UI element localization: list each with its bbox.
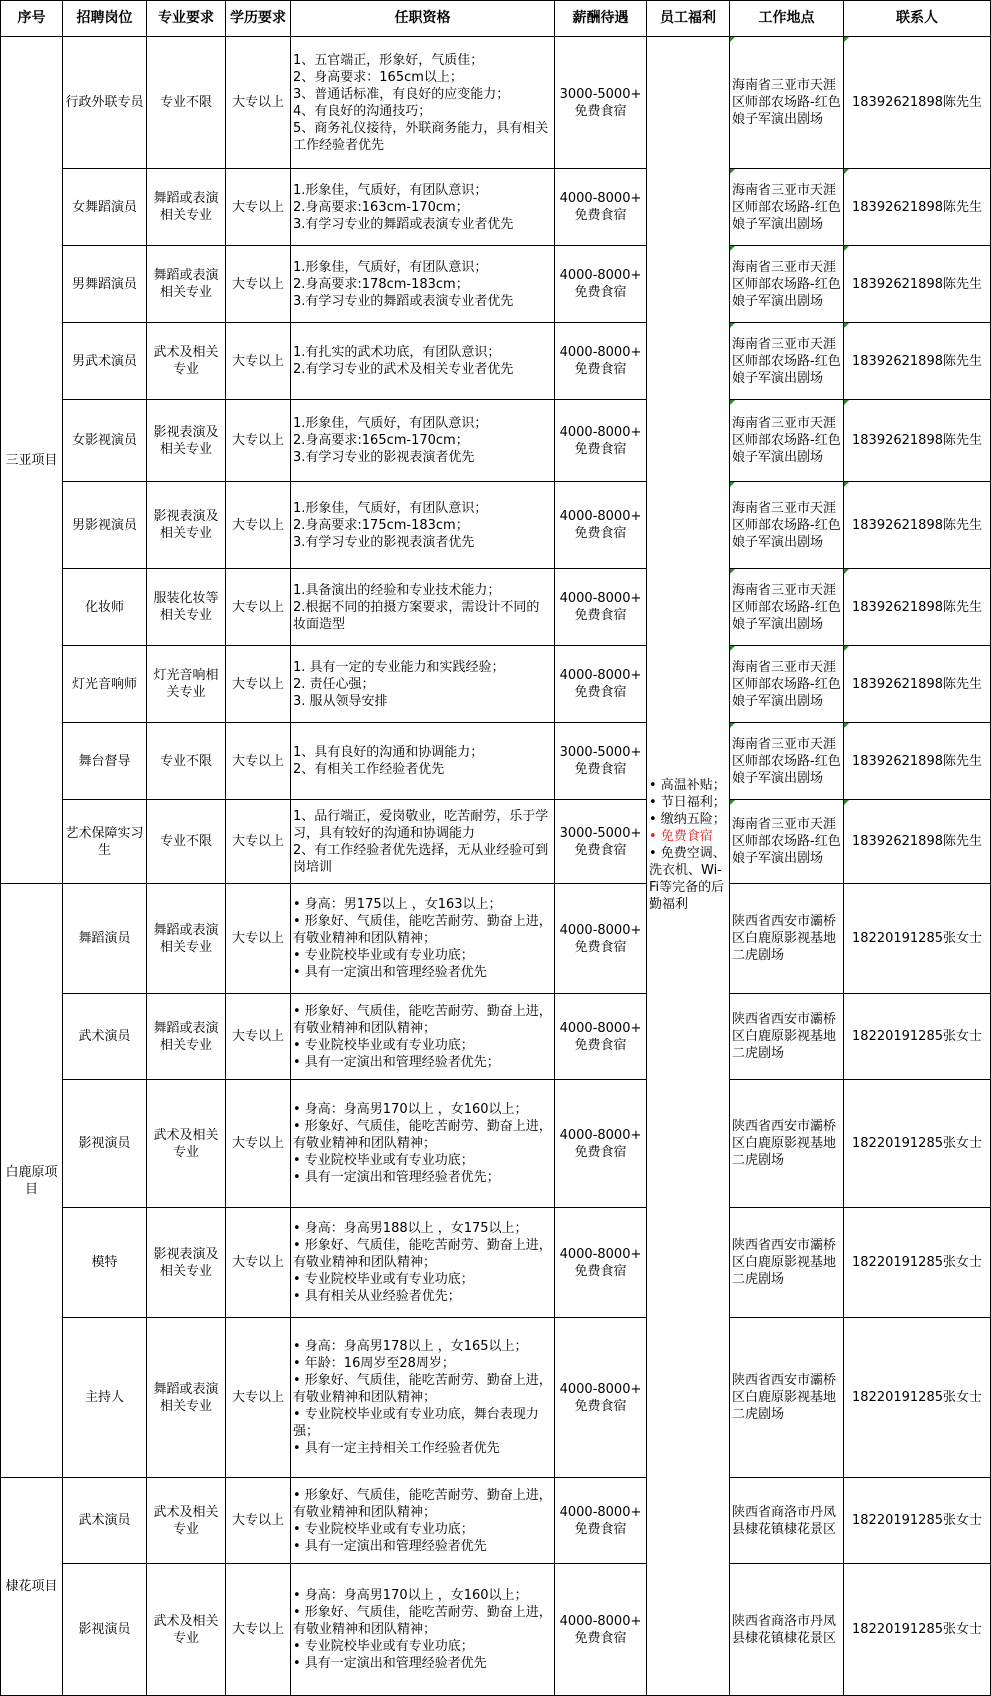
position-cell: 女舞蹈演员 [63, 169, 147, 246]
table-row [1, 1318, 991, 1478]
contact-cell: 18392621898陈先生 [844, 646, 991, 723]
education-cell: 大专以上 [226, 323, 291, 400]
location-cell: 海南省三亚市天涯区师部农场路-红色娘子军演出剧场 [730, 400, 844, 482]
contact-cell: 18220191285张女士 [844, 1564, 991, 1696]
salary-cell: 4000-8000+ 免费食宿 [555, 1478, 647, 1564]
table-row [1, 569, 991, 646]
requirements-cell: 1.形象佳，气质好，有团队意识； 2.身高要求:178cm-183cm； 3.有学习专业的舞蹈或表演专业者优先 [291, 246, 555, 323]
location-cell: 陕西省西安市灞桥区白鹿原影视基地二虎剧场 [730, 884, 844, 994]
group-name-cell: 棣花项目 [1, 1478, 63, 1696]
header-position: 招聘岗位 [63, 1, 147, 37]
table-row [1, 482, 991, 569]
location-cell: 陕西省西安市灞桥区白鹿原影视基地二虎剧场 [730, 1208, 844, 1318]
requirements-cell: • 身高：身高男170以上 ，女160以上； • 形象好、气质佳，能吃苦耐劳、勤奋上进，有敬业精神和团队精神； • 专业院校毕业或有专业功底； • 具有一定演出和管理经验者优先； [291, 1080, 555, 1208]
salary-cell: 4000-8000+ 免费食宿 [555, 169, 647, 246]
education-cell: 大专以上 [226, 169, 291, 246]
salary-cell: 4000-8000+ 免费食宿 [555, 1080, 647, 1208]
education-cell: 大专以上 [226, 994, 291, 1080]
location-cell: 海南省三亚市天涯区师部农场路-红色娘子军演出剧场 [730, 800, 844, 884]
location-cell: 陕西省西安市灞桥区白鹿原影视基地二虎剧场 [730, 1318, 844, 1478]
position-cell: 行政外联专员 [63, 37, 147, 169]
contact-cell: 18392621898陈先生 [844, 800, 991, 884]
contact-cell: 18220191285张女士 [844, 1318, 991, 1478]
position-cell: 武术演员 [63, 1478, 147, 1564]
salary-cell: 4000-8000+ 免费食宿 [555, 646, 647, 723]
education-cell: 大专以上 [226, 400, 291, 482]
requirements-cell: 1.有扎实的武术功底，有团队意识； 2.有学习专业的武术及相关专业者优先 [291, 323, 555, 400]
major-cell: 舞蹈或表演相关专业 [147, 246, 226, 323]
header-major: 专业要求 [147, 1, 226, 37]
table-row [1, 994, 991, 1080]
table-row [1, 323, 991, 400]
salary-cell: 4000-8000+ 免费食宿 [555, 246, 647, 323]
requirements-cell: • 形象好、气质佳，能吃苦耐劳、勤奋上进，有敬业精神和团队精神； • 专业院校毕业或有专业功底； • 具有一定演出和管理经验者优先 [291, 1478, 555, 1564]
salary-cell: 4000-8000+ 免费食宿 [555, 400, 647, 482]
education-cell: 大专以上 [226, 37, 291, 169]
location-cell: 海南省三亚市天涯区师部农场路-红色娘子军演出剧场 [730, 323, 844, 400]
header-education: 学历要求 [226, 1, 291, 37]
major-cell: 舞蹈或表演相关专业 [147, 1318, 226, 1478]
table-row [1, 1208, 991, 1318]
requirements-cell: • 形象好、气质佳，能吃苦耐劳、勤奋上进，有敬业精神和团队精神； • 专业院校毕业或有专业功底； • 具有一定演出和管理经验者优先； [291, 994, 555, 1080]
major-cell: 影视表演及相关专业 [147, 1208, 226, 1318]
major-cell: 武术及相关专业 [147, 1080, 226, 1208]
location-cell: 海南省三亚市天涯区师部农场路-红色娘子军演出剧场 [730, 569, 844, 646]
location-cell: 海南省三亚市天涯区师部农场路-红色娘子军演出剧场 [730, 169, 844, 246]
requirements-cell: 1.具备演出的经验和专业技术能力； 2.根据不同的拍摄方案要求，需设计不同的妆面造型 [291, 569, 555, 646]
table-body [1, 37, 991, 1696]
position-cell: 武术演员 [63, 994, 147, 1080]
benefits-cell [647, 37, 730, 1696]
contact-cell: 18220191285张女士 [844, 994, 991, 1080]
education-cell: 大专以上 [226, 1478, 291, 1564]
table-row [1, 37, 991, 169]
header-location: 工作地点 [730, 1, 844, 37]
table-row [1, 800, 991, 884]
requirements-cell: 1、五官端正，形象好，气质佳； 2、身高要求：165cm以上； 3、普通话标准，有良好的应变能力； 4、有良好的沟通技巧； 5、商务礼仪接待，外联商务能力，具有相关工作经验者优先 [291, 37, 555, 169]
major-cell: 服装化妆等相关专业 [147, 569, 226, 646]
salary-cell: 3000-5000+ 免费食宿 [555, 800, 647, 884]
contact-cell: 18392621898陈先生 [844, 323, 991, 400]
major-cell: 武术及相关专业 [147, 323, 226, 400]
requirements-cell: 1、品行端正，爱岗敬业，吃苦耐劳，乐于学习，具有较好的沟通和协调能力 2、有工作经验者优先选择，无从业经验可到岗培训 [291, 800, 555, 884]
position-cell: 主持人 [63, 1318, 147, 1478]
requirements-cell: 1.形象佳，气质好，有团队意识； 2.身高要求:175cm-183cm； 3.有学习专业的影视表演者优先 [291, 482, 555, 569]
position-cell: 女影视演员 [63, 400, 147, 482]
major-cell: 灯光音响相关专业 [147, 646, 226, 723]
benefits-text: • 高温补贴； • 节日福利； • 缴纳五险； [649, 778, 726, 827]
requirements-cell: • 身高：男175以上 ，女163以上； • 形象好、气质佳，能吃苦耐劳、勤奋上进，有敬业精神和团队精神； • 专业院校毕业或有专业功底； • 具有一定演出和管理经验者优先 [291, 884, 555, 994]
major-cell: 影视表演及相关专业 [147, 482, 226, 569]
education-cell: 大专以上 [226, 646, 291, 723]
contact-cell: 18220191285张女士 [844, 1478, 991, 1564]
education-cell: 大专以上 [226, 1080, 291, 1208]
position-cell: 模特 [63, 1208, 147, 1318]
header-contact: 联系人 [844, 1, 991, 37]
location-cell: 海南省三亚市天涯区师部农场路-红色娘子军演出剧场 [730, 246, 844, 323]
table-row [1, 1478, 991, 1564]
location-cell: 陕西省商洛市丹凤县棣花镇棣花景区 [730, 1564, 844, 1696]
major-cell: 舞蹈或表演相关专业 [147, 994, 226, 1080]
contact-cell: 18392621898陈先生 [844, 37, 991, 169]
location-cell: 海南省三亚市天涯区师部农场路-红色娘子军演出剧场 [730, 646, 844, 723]
location-cell: 陕西省西安市灞桥区白鹿原影视基地二虎剧场 [730, 1080, 844, 1208]
education-cell: 大专以上 [226, 723, 291, 800]
location-cell: 海南省三亚市天涯区师部农场路-红色娘子军演出剧场 [730, 482, 844, 569]
requirements-cell: 1. 具有一定的专业能力和实践经验； 2. 责任心强； 3. 服从领导安排 [291, 646, 555, 723]
header-row [1, 1, 991, 37]
salary-cell: 4000-8000+ 免费食宿 [555, 994, 647, 1080]
contact-cell: 18392621898陈先生 [844, 569, 991, 646]
position-cell: 舞台督导 [63, 723, 147, 800]
requirements-cell: 1.形象佳，气质好，有团队意识； 2.身高要求:165cm-170cm； 3.有学习专业的影视表演者优先 [291, 400, 555, 482]
major-cell: 武术及相关专业 [147, 1478, 226, 1564]
major-cell: 影视表演及相关专业 [147, 400, 226, 482]
position-cell: 舞蹈演员 [63, 884, 147, 994]
contact-cell: 18220191285张女士 [844, 1208, 991, 1318]
education-cell: 大专以上 [226, 1208, 291, 1318]
salary-cell: 4000-8000+ 免费食宿 [555, 1208, 647, 1318]
contact-cell: 18392621898陈先生 [844, 723, 991, 800]
education-cell: 大专以上 [226, 482, 291, 569]
contact-cell: 18392621898陈先生 [844, 246, 991, 323]
contact-cell: 18392621898陈先生 [844, 400, 991, 482]
major-cell: 舞蹈或表演相关专业 [147, 884, 226, 994]
major-cell: 武术及相关专业 [147, 1564, 226, 1696]
contact-cell: 18220191285张女士 [844, 884, 991, 994]
salary-cell: 4000-8000+ 免费食宿 [555, 569, 647, 646]
group-name-cell: 三亚项目 [1, 37, 63, 884]
requirements-cell: • 身高：身高男170以上 ，女160以上； • 形象好、气质佳，能吃苦耐劳、勤奋上进，有敬业精神和团队精神； • 专业院校毕业或有专业功底； • 具有一定演出和管理经验者优先 [291, 1564, 555, 1696]
salary-cell: 4000-8000+ 免费食宿 [555, 1564, 647, 1696]
header-salary: 薪酬待遇 [555, 1, 647, 37]
header-index: 序号 [1, 1, 63, 37]
position-cell: 男影视演员 [63, 482, 147, 569]
requirements-cell: 1、具有良好的沟通和协调能力； 2、有相关工作经验者优先 [291, 723, 555, 800]
contact-cell: 18392621898陈先生 [844, 169, 991, 246]
education-cell: 大专以上 [226, 1564, 291, 1696]
position-cell: 化妆师 [63, 569, 147, 646]
contact-cell: 18392621898陈先生 [844, 482, 991, 569]
position-cell: 艺术保障实习生 [63, 800, 147, 884]
benefits-highlight-free-board: • 免费食宿 [649, 829, 713, 844]
location-cell: 陕西省商洛市丹凤县棣花镇棣花景区 [730, 1478, 844, 1564]
location-cell: 海南省三亚市天涯区师部农场路-红色娘子军演出剧场 [730, 723, 844, 800]
header-requirements: 任职资格 [291, 1, 555, 37]
position-cell: 男舞蹈演员 [63, 246, 147, 323]
salary-cell: 4000-8000+ 免费食宿 [555, 884, 647, 994]
position-cell: 灯光音响师 [63, 646, 147, 723]
education-cell: 大专以上 [226, 884, 291, 994]
education-cell: 大专以上 [226, 800, 291, 884]
salary-cell: 4000-8000+ 免费食宿 [555, 323, 647, 400]
education-cell: 大专以上 [226, 1318, 291, 1478]
contact-cell: 18220191285张女士 [844, 1080, 991, 1208]
major-cell: 专业不限 [147, 800, 226, 884]
education-cell: 大专以上 [226, 246, 291, 323]
salary-cell: 4000-8000+ 免费食宿 [555, 1318, 647, 1478]
table-row [1, 1564, 991, 1696]
requirements-cell: 1.形象佳，气质好，有团队意识； 2.身高要求:163cm-170cm； 3.有学习专业的舞蹈或表演专业者优先 [291, 169, 555, 246]
major-cell: 专业不限 [147, 37, 226, 169]
major-cell: 舞蹈或表演相关专业 [147, 169, 226, 246]
table-row [1, 646, 991, 723]
position-cell: 影视演员 [63, 1564, 147, 1696]
salary-cell: 3000-5000+ 免费食宿 [555, 723, 647, 800]
table-row [1, 169, 991, 246]
table-row [1, 1080, 991, 1208]
position-cell: 男武术演员 [63, 323, 147, 400]
requirements-cell: • 身高：身高男188以上 ，女175以上； • 形象好、气质佳，能吃苦耐劳、勤奋上进，有敬业精神和团队精神； • 专业院校毕业或有专业功底； • 具有相关从业经验者优先； [291, 1208, 555, 1318]
table-row [1, 246, 991, 323]
requirements-cell: • 身高：身高男178以上 ，女165以上； • 年龄：16周岁至28周岁； • 形象好、气质佳，能吃苦耐劳、勤奋上进，有敬业精神和团队精神； • 专业院校毕业或有专业功底，舞台表现力强； • 具有一定主持相关工作经验者优先 [291, 1318, 555, 1478]
location-cell: 陕西省西安市灞桥区白鹿原影视基地二虎剧场 [730, 994, 844, 1080]
location-cell: 海南省三亚市天涯区师部农场路-红色娘子军演出剧场 [730, 37, 844, 169]
table-row [1, 400, 991, 482]
position-cell: 影视演员 [63, 1080, 147, 1208]
table-row [1, 723, 991, 800]
education-cell: 大专以上 [226, 569, 291, 646]
major-cell: 专业不限 [147, 723, 226, 800]
header-benefits: 员工福利 [647, 1, 730, 37]
salary-cell: 4000-8000+ 免费食宿 [555, 482, 647, 569]
group-name-cell: 白鹿原项目 [1, 884, 63, 1478]
table-row [1, 884, 991, 994]
salary-cell: 3000-5000+ 免费食宿 [555, 37, 647, 169]
benefits-text-more: • 免费空调、洗衣机、Wi-Fi等完备的后勤福利 [649, 846, 726, 912]
